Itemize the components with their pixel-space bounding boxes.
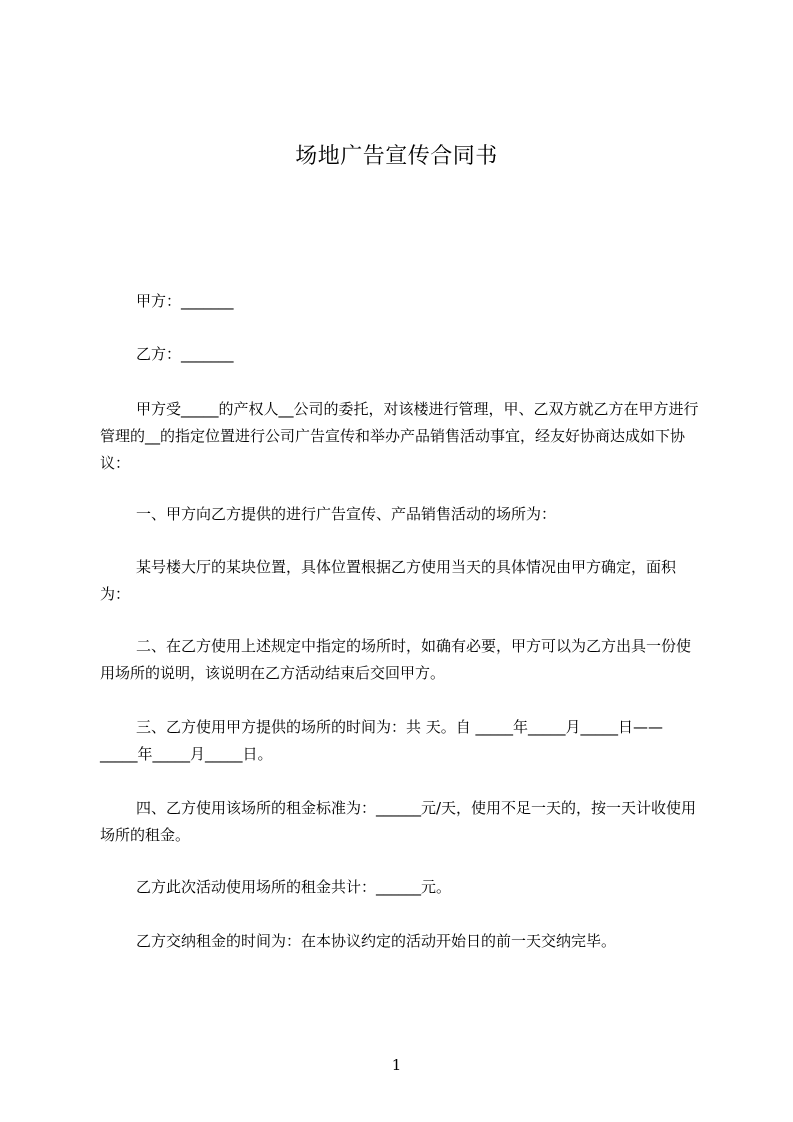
rent-total-paragraph: 乙方此次活动使用场所的租金共计：______元。 [136,878,452,896]
page-number: 1 [391,1056,402,1074]
clause-1-paragraph: 一、甲方向乙方提供的进行广告宣传、产品销售活动的场所为： [136,505,557,523]
party-b-line: 乙方：_______ [136,345,234,363]
clause-2-paragraph: 二、在乙方使用上述规定中指定的场所时，如确有必要，甲方可以为乙方出具一份使用场所的说明，该说明在乙方活动结束后交回甲方。 [100,637,692,682]
clause-4-paragraph: 四、乙方使用该场所的租金标准为：______元/天，使用不足一天的，按一天计收使用场所的租金。 [100,799,697,844]
intro-paragraph: 甲方受_____的产权人__公司的委托，对该楼进行管理，甲、乙双方就乙方在甲方进行管理的__的指定位置进行公司广告宣传和举办产品销售活动事宜，经友好协商达成如下协议： [100,400,699,472]
clause-3-paragraph: 三、乙方使用甲方提供的场所的时间为：共 天。自 _____年_____月_____日—— _____年_____月_____日。 [100,718,673,763]
payment-time-paragraph: 乙方交纳租金的时间为：在本协议约定的活动开始日的前一天交纳完毕。 [136,932,617,950]
page-title: 场地广告宣传合同书 [295,144,498,169]
clause-1-detail-paragraph: 某号楼大厅的某块位置，具体位置根据乙方使用当天的具体情况由甲方确定，面积为： [100,558,677,603]
party-a-line: 甲方：_______ [136,292,234,310]
